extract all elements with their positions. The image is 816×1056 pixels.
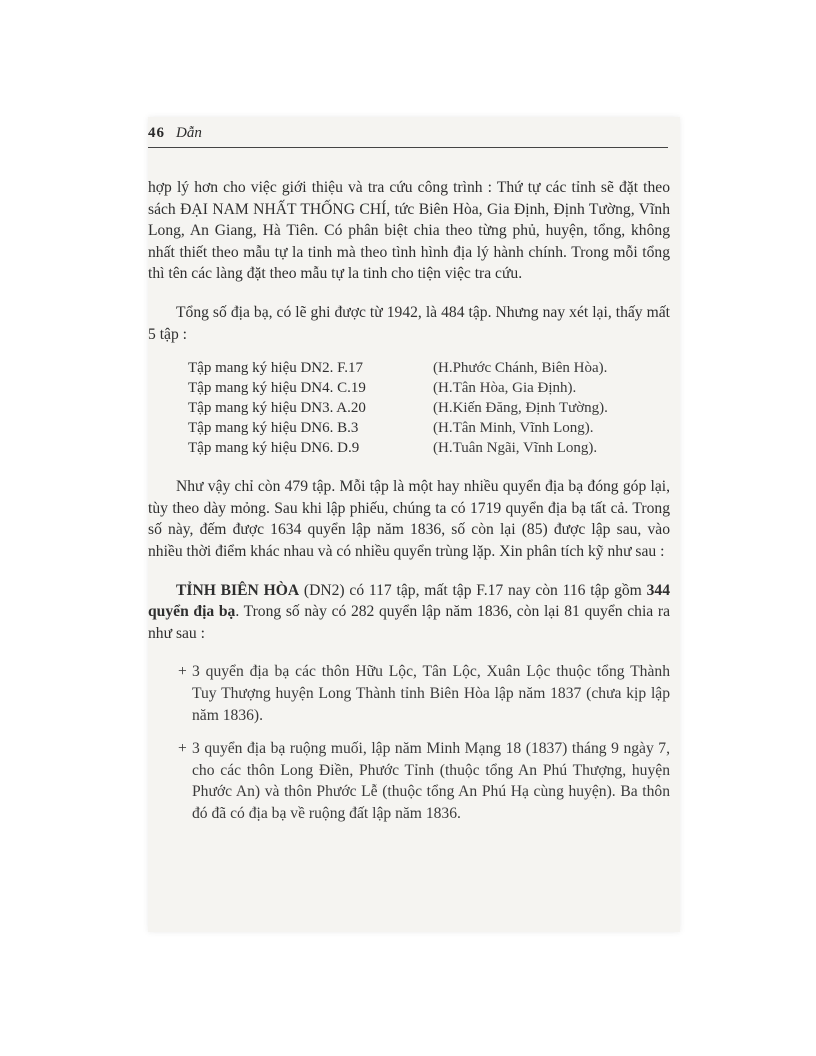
- volume-code: Tập mang ký hiệu DN6. B.3: [188, 420, 359, 437]
- paragraph-text: . Trong số này có 282 quyển lập năm 1836, còn lại 81 quyển chia ra như sau :: [148, 603, 670, 642]
- running-head: Dẫn: [176, 125, 202, 141]
- list-item: [188, 358, 670, 378]
- volume-place: (H.Kiến Đăng, Định Tường).: [433, 400, 608, 417]
- paragraph-text: (DN2) có 117 tập, mất tập F.17 nay còn 116 tập gồm: [299, 581, 647, 599]
- bullet-text: 3 quyển địa bạ các thôn Hữu Lộc, Tân Lộc, Xuân Lộc thuộc tổng Thành Tuy Thượng huyện Long Thành tỉnh Biên Hòa lập năm 1837 (chưa kịp lập năm 1836).: [192, 663, 670, 724]
- bullet-plus: +: [178, 740, 187, 758]
- list-item: [188, 418, 670, 438]
- list-item: [178, 661, 670, 726]
- paragraph-total-count: Tổng số địa bạ, có lẽ ghi được từ 1942, là 484 tập. Nhưng nay xét lại, thấy mất 5 tập :: [148, 303, 670, 343]
- list-item: [178, 738, 670, 824]
- list-item: [188, 438, 670, 458]
- missing-volumes-list: [188, 358, 670, 458]
- volume-place: (H.Tân Minh, Vĩnh Long).: [433, 420, 594, 437]
- bullet-plus: +: [178, 663, 187, 681]
- page-header: [148, 123, 668, 148]
- list-item: [188, 398, 670, 418]
- page-number: 46: [148, 125, 165, 141]
- volume-code: Tập mang ký hiệu DN3. A.20: [188, 400, 366, 417]
- page-body: [148, 177, 670, 836]
- volume-place: (H.Tân Hòa, Gia Định).: [433, 380, 577, 397]
- bullet-text: 3 quyển địa bạ ruộng muối, lập năm Minh Mạng 18 (1837) tháng 9 ngày 7, cho các thôn Long Điền, Phước Tỉnh (thuộc tổng An Phú Thượng, huyện Phước An) và thôn Phước Lễ (thuộc tổng An Phú Hạ cùng huyện). Ba thôn đó đã có địa bạ về ruộng đất lập năm 1836.: [192, 740, 670, 822]
- paragraph-continuation: hợp lý hơn cho việc giới thiệu và tra cứu công trình : Thứ tự các tỉnh sẽ đặt theo sách ĐẠI NAM NHẤT THỐNG CHÍ, tức Biên Hòa, Gia Định, Định Tường, Vĩnh Long, An Giang, Hà Tiên. Có phân biệt chia theo từng phủ, huyện, tổng, không nhất thiết theo mẫu tự la tinh mà theo tình hình địa lý hành chính. Trong mỗi tổng thì tên các làng đặt theo mẫu tự la tinh cho tiện việc tra cứu.: [148, 179, 670, 283]
- volume-code: Tập mang ký hiệu DN6. D.9: [188, 440, 360, 457]
- volume-code: Tập mang ký hiệu DN4. C.19: [188, 380, 366, 397]
- volume-code: Tập mang ký hiệu DN2. F.17: [188, 360, 364, 377]
- paragraph-bien-hoa: [148, 580, 670, 645]
- paragraph-remaining-volumes: Như vậy chỉ còn 479 tập. Mỗi tập là một hay nhiều quyển địa bạ đóng góp lại, tùy theo dày mỏng. Sau khi lập phiếu, chúng ta có 1719 quyển địa bạ tất cả. Trong số này, đếm được 1634 quyển lập năm 1836, số còn lại (85) được lập sau, vào nhiều thời điểm khác nhau và có nhiều quyển trùng lặp. Xin phân tích kỹ như sau :: [148, 478, 670, 560]
- book-page: [148, 117, 680, 932]
- volume-place: (H.Tuân Ngãi, Vĩnh Long).: [433, 440, 598, 457]
- volume-place: (H.Phước Chánh, Biên Hòa).: [433, 360, 608, 377]
- bold-count: 344 quyển địa bạ: [148, 581, 671, 621]
- list-item: [188, 378, 670, 398]
- section-title-bien-hoa: TỈNH BIÊN HÒA: [176, 581, 300, 599]
